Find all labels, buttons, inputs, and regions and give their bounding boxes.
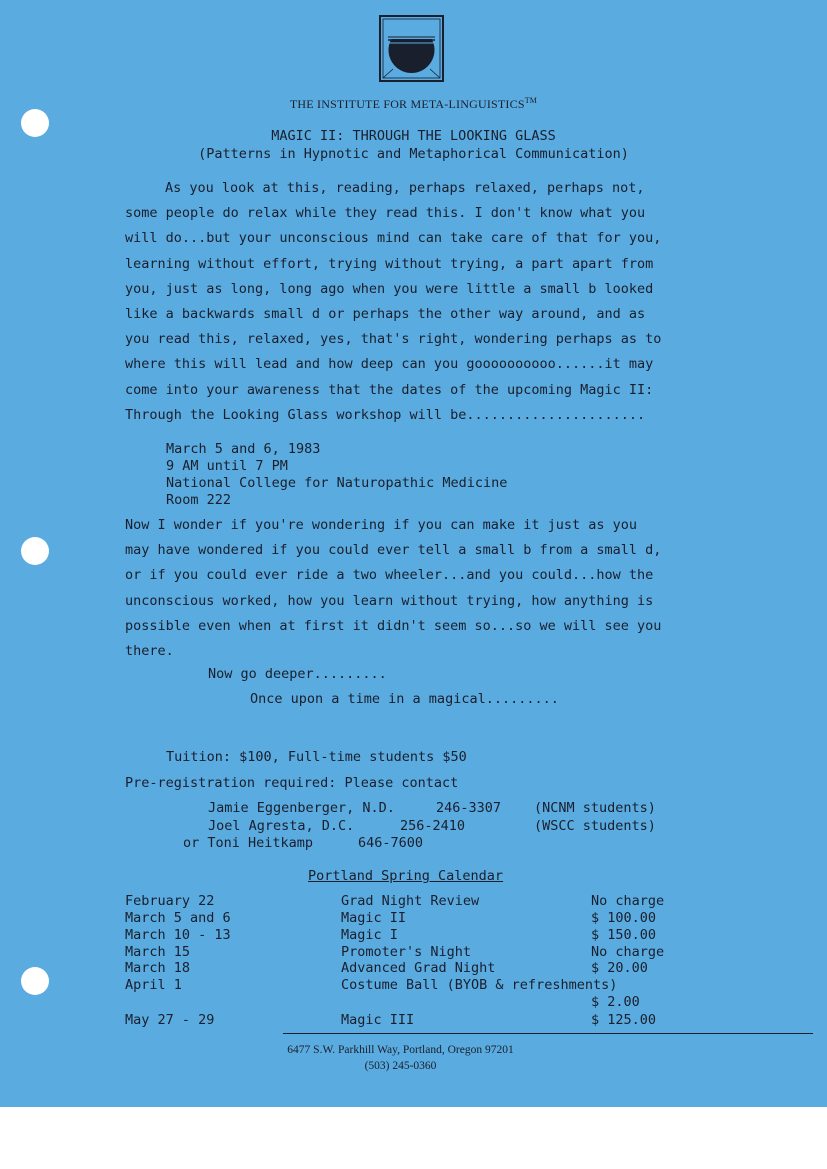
footer-phone: (503) 245-0360 bbox=[364, 1060, 437, 1072]
wonder-paragraph bbox=[125, 513, 685, 664]
intro-paragraph bbox=[125, 176, 685, 428]
contact-name: Jamie Eggenberger, N.D. bbox=[208, 800, 395, 816]
workshop-venue: National College for Naturopathic Medicine bbox=[166, 475, 508, 491]
contact-phone: 246-3307 bbox=[436, 800, 502, 816]
calendar-event: Advanced Grad Night bbox=[341, 960, 496, 976]
intro-line: As you look at this, reading, perhaps relaxed, perhaps not, bbox=[165, 180, 645, 196]
calendar-event: Promoter's Night bbox=[341, 944, 472, 960]
intro-line: some people do relax while they read this. I don't know what you bbox=[125, 205, 646, 222]
contact-phone: 256-2410 bbox=[400, 818, 466, 834]
intro-line: Through the Looking Glass workshop will be...................... bbox=[125, 406, 646, 423]
calendar-title: Portland Spring Calendar bbox=[308, 868, 504, 884]
calendar-date: May 27 - 29 bbox=[125, 1012, 215, 1028]
calendar-price: $ 150.00 bbox=[591, 927, 657, 943]
wonder-line: Now I wonder if you're wondering if you can make it just as you bbox=[125, 517, 638, 533]
intro-line: where this will lead and how deep can you goooooooooo......it may bbox=[125, 356, 654, 373]
intro-line: you read this, relaxed, yes, that's right, wondering perhaps as to bbox=[125, 331, 662, 348]
calendar-price: $ 2.00 bbox=[591, 994, 640, 1010]
intro-line: you, just as long, long ago when you were little a small b looked bbox=[125, 280, 654, 297]
calendar-event: Grad Night Review bbox=[341, 893, 480, 909]
calendar-price: $ 125.00 bbox=[591, 1012, 657, 1028]
calendar-date: February 22 bbox=[125, 893, 215, 909]
preregistration-note: Pre-registration required: Please contact bbox=[125, 775, 459, 791]
go-deeper-line: Now go deeper......... bbox=[208, 666, 387, 682]
calendar-event: Magic I bbox=[341, 927, 398, 943]
calendar-event: Costume Ball (BYOB & refreshments) bbox=[341, 977, 618, 993]
intro-line: learning without effort, trying without trying, a part apart from bbox=[125, 255, 654, 272]
calendar-event: Magic III bbox=[341, 1012, 415, 1028]
wonder-line: or if you could ever ride a two wheeler...and you could...how the bbox=[125, 567, 654, 584]
footer-address: 6477 S.W. Parkhill Way, Portland, Oregon 97201 bbox=[287, 1044, 514, 1056]
workshop-title: MAGIC II: THROUGH THE LOOKING GLASS bbox=[271, 128, 556, 144]
workshop-room: Room 222 bbox=[166, 492, 232, 508]
calendar-price: No charge bbox=[591, 944, 665, 960]
intro-line: come into your awareness that the dates of the upcoming Magic II: bbox=[125, 381, 654, 398]
calendar-date: April 1 bbox=[125, 977, 182, 993]
calendar-event: Magic II bbox=[341, 910, 407, 926]
wonder-line: there. bbox=[125, 643, 174, 660]
workshop-subtitle: (Patterns in Hypnotic and Metaphorical Communication) bbox=[198, 146, 629, 162]
contact-name: or Toni Heitkamp bbox=[183, 835, 314, 851]
contact-note: (WSCC students) bbox=[534, 818, 656, 834]
calendar-date: March 10 - 13 bbox=[125, 927, 231, 943]
contact-phone: 646-7600 bbox=[358, 835, 424, 851]
contact-name: Joel Agresta, D.C. bbox=[208, 818, 355, 834]
institute-name: THE INSTITUTE FOR META-LINGUISTICS™ bbox=[289, 96, 538, 111]
institute-logo-icon bbox=[379, 15, 444, 82]
workshop-details bbox=[166, 441, 507, 509]
binder-hole-middle bbox=[21, 537, 49, 565]
intro-line: like a backwards small d or perhaps the other way around, and as bbox=[125, 306, 646, 323]
once-upon-line: Once upon a time in a magical......... bbox=[250, 691, 559, 707]
calendar-price: $ 20.00 bbox=[591, 960, 648, 976]
binder-hole-bottom bbox=[21, 967, 49, 995]
intro-line: will do...but your unconscious mind can take care of that for you, bbox=[125, 230, 662, 247]
wonder-line: possible even when at first it didn't seem so...so we will see you bbox=[125, 617, 662, 634]
calendar-price: No charge bbox=[591, 893, 665, 909]
wonder-line: may have wondered if you could ever tell a small b from a small d, bbox=[125, 542, 662, 559]
workshop-dates: March 5 and 6, 1983 bbox=[166, 441, 321, 457]
workshop-time: 9 AM until 7 PM bbox=[166, 458, 288, 474]
footer-divider bbox=[283, 1033, 813, 1034]
calendar-price: $ 100.00 bbox=[591, 910, 657, 926]
calendar-date: March 18 bbox=[125, 960, 191, 976]
wonder-line: unconscious worked, how you learn without trying, how anything is bbox=[125, 592, 654, 609]
calendar-date: March 5 and 6 bbox=[125, 910, 231, 926]
calendar-date: March 15 bbox=[125, 944, 191, 960]
tuition-info: Tuition: $100, Full-time students $50 bbox=[166, 749, 467, 765]
contact-note: (NCNM students) bbox=[534, 800, 656, 816]
